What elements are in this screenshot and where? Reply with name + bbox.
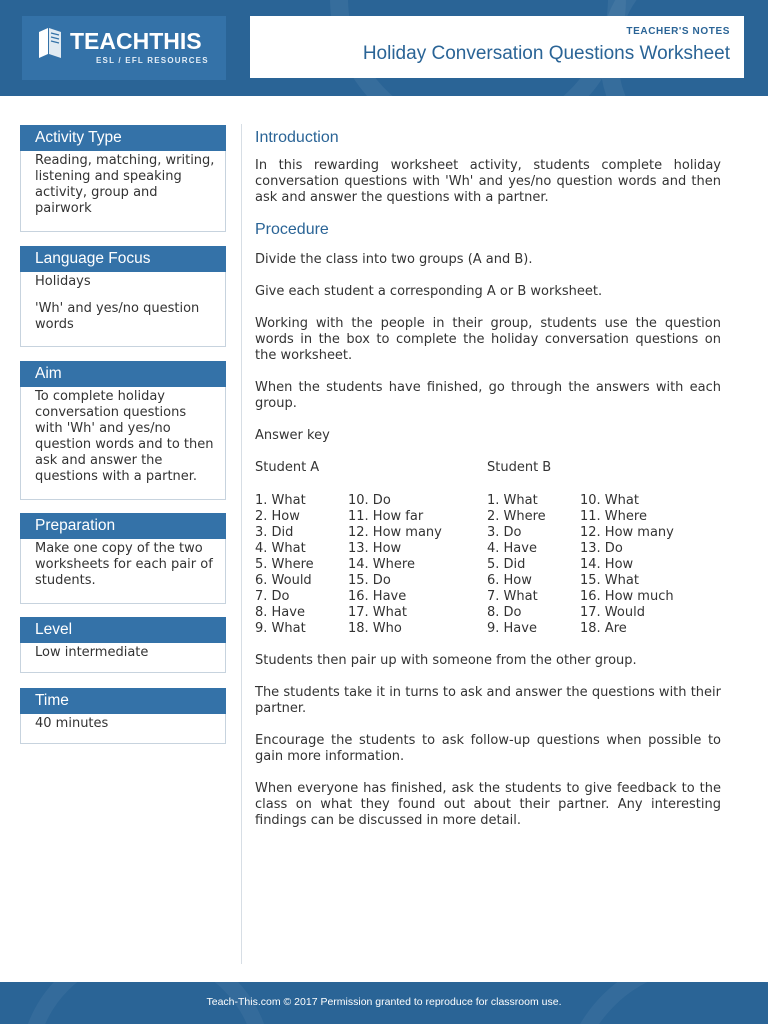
preparation-panel	[20, 539, 226, 604]
answer-item: 17. Would	[580, 605, 645, 620]
answer-item: 14. How	[580, 557, 634, 572]
answer-item: 8. Have	[255, 605, 305, 620]
student-a-label: Student A	[255, 460, 320, 475]
page-title: Holiday Conversation Questions Worksheet	[362, 43, 730, 64]
answer-item: 3. Did	[255, 525, 294, 540]
answer-item: 6. Would	[255, 573, 312, 588]
answer-item: 10. What	[580, 493, 639, 508]
answer-item: 4. What	[255, 541, 306, 556]
answer-item: 12. How many	[348, 525, 442, 540]
logo-tagline: ESL / EFL RESOURCES	[96, 56, 209, 65]
procedure-step: Students then pair up with someone from the other group.	[255, 653, 637, 668]
teachthis-logo[interactable]	[22, 16, 226, 80]
answer-item: 1. What	[487, 493, 538, 508]
answer-item: 13. How	[348, 541, 402, 556]
time-heading: Time	[20, 688, 226, 714]
page-footer	[0, 982, 768, 1024]
language-focus-heading: Language Focus	[20, 246, 226, 272]
introduction-heading: Introduction	[255, 129, 339, 146]
answer-item: 2. Where	[487, 509, 546, 524]
answer-item: 4. Have	[487, 541, 537, 556]
main-content	[255, 128, 721, 845]
answer-item: 3. Do	[487, 525, 522, 540]
aim-heading: Aim	[20, 361, 226, 387]
procedure-step: When the students have finished, go through the answers with each group.	[255, 380, 721, 411]
student-b-answers-10-18	[580, 493, 719, 637]
student-b-label: Student B	[487, 460, 552, 475]
level-panel	[20, 643, 226, 673]
page-header	[0, 0, 768, 96]
answer-item: 9. What	[255, 621, 306, 636]
answer-item: 15. Do	[348, 573, 391, 588]
procedure-step: When everyone has finished, ask the students to give feedback to the class on what they found out about their partner. Any interesting findings can be discussed in more detail.	[255, 781, 721, 828]
procedure-step: Divide the class into two groups (A and B).	[255, 252, 533, 267]
teachers-notes-label: TEACHER'S NOTES	[626, 26, 730, 37]
introduction-text: In this rewarding worksheet activity, students complete holiday conversation questions with 'Wh' and yes/no question words and then ask and answer the questions with a partner.	[255, 158, 721, 205]
answer-item: 5. Did	[487, 557, 526, 572]
preparation-heading: Preparation	[20, 513, 226, 539]
answer-key-headings	[255, 460, 721, 476]
answer-item: 15. What	[580, 573, 639, 588]
student-a-answers-10-18	[348, 493, 487, 637]
answer-item: 5. Where	[255, 557, 314, 572]
student-a-answers-1-9	[255, 493, 348, 637]
copyright-notice: Teach-This.com © 2017 Permission granted to reproduce for classroom use.	[206, 996, 562, 1008]
answer-item: 6. How	[487, 573, 532, 588]
procedure-step: The students take it in turns to ask and answer the questions with their partner.	[255, 685, 721, 716]
answer-item: 9. Have	[487, 621, 537, 636]
answer-key-label: Answer key	[255, 428, 330, 443]
answer-item: 11. How far	[348, 509, 424, 524]
level-text: Low intermediate	[35, 645, 149, 660]
title-panel	[250, 16, 744, 78]
answer-item: 14. Where	[348, 557, 415, 572]
procedure-heading: Procedure	[255, 221, 329, 238]
answer-item: 2. How	[255, 509, 300, 524]
preparation-text: Make one copy of the two worksheets for each pair of students.	[35, 541, 213, 588]
activity-type-text: Reading, matching, writing, listening and speaking activity, group and pairwork	[35, 153, 215, 216]
time-panel	[20, 714, 226, 744]
aim-panel	[20, 387, 226, 500]
answer-item: 18. Who	[348, 621, 402, 636]
procedure-step: Encourage the students to ask follow-up questions when possible to gain more information.	[255, 733, 721, 764]
answer-item: 18. Are	[580, 621, 627, 636]
book-icon	[36, 26, 66, 60]
answer-item: 16. Have	[348, 589, 407, 604]
time-text: 40 minutes	[35, 716, 109, 731]
column-divider	[241, 124, 242, 964]
answer-item: 7. Do	[255, 589, 290, 604]
answer-item: 13. Do	[580, 541, 623, 556]
answer-item: 12. How many	[580, 525, 674, 540]
answer-item: 17. What	[348, 605, 407, 620]
student-b-answers-1-9	[487, 493, 580, 637]
answer-item: 16. How much	[580, 589, 674, 604]
answer-item: 10. Do	[348, 493, 391, 508]
aim-text: To complete holiday conversation questions with 'Wh' and yes/no question words and to then ask and answer the questions with a partner.	[35, 389, 214, 484]
logo-wordmark: TEACHTHIS	[70, 28, 202, 54]
activity-type-heading: Activity Type	[20, 125, 226, 151]
answer-item: 1. What	[255, 493, 306, 508]
activity-type-panel	[20, 151, 226, 232]
language-focus-topic: Holidays	[35, 274, 91, 289]
answer-key-table	[255, 493, 721, 637]
procedure-step: Give each student a corresponding A or B worksheet.	[255, 284, 603, 299]
answer-item: 7. What	[487, 589, 538, 604]
answer-item: 8. Do	[487, 605, 522, 620]
language-focus-grammar: 'Wh' and yes/no question words	[35, 301, 200, 332]
level-heading: Level	[20, 617, 226, 643]
answer-item: 11. Where	[580, 509, 647, 524]
language-focus-panel	[20, 272, 226, 347]
procedure-step: Working with the people in their group, students use the question words in the box to complete the holiday conversation questions on the worksheet.	[255, 316, 721, 363]
